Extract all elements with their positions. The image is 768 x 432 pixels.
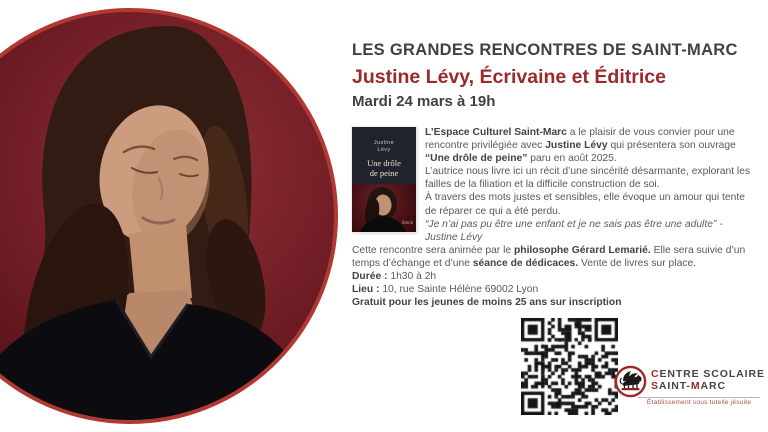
logo-line-saint-marc: SAINT-MARC: [651, 380, 726, 392]
text-host-name: philosophe Gérard Lemarié.: [513, 244, 651, 256]
location-label: Lieu :: [352, 284, 380, 296]
text-book-name: “Une drôle de peine”: [425, 153, 528, 165]
text-justine-levy: Justine Lévy: [545, 140, 608, 152]
qr-code: [521, 318, 618, 415]
logo-divider: [638, 397, 760, 398]
author-quote: “Je n’ai pas pu être une enfant et je ne sais pas être une adulte” - Justine Lévy: [425, 218, 723, 243]
book-author-line1: Justine: [373, 140, 395, 146]
duration-value: 1h30 à 2h: [387, 271, 437, 283]
event-datetime: Mardi 24 mars à 19h: [352, 93, 496, 110]
location-line: [352, 283, 752, 296]
book-cover-top: [352, 127, 416, 184]
school-logo-text: [651, 368, 765, 392]
series-title: LES GRANDES RENCONTRES DE SAINT-MARC: [352, 41, 738, 59]
paragraph-intro: L’Espace Culturel Saint-Marc a le plaisir de vous convier pour une rencontre privilégiée avec Justine Lévy qui présentera son ouvrage “Une drôle de peine” paru en août 2025.: [425, 127, 736, 165]
location-value: 10, rue Sainte Hélène 69002 Lyon: [379, 284, 539, 296]
book-title: [352, 159, 416, 178]
guest-title: Justine Lévy, Écrivaine et Éditrice: [352, 66, 666, 88]
duration-line: [352, 270, 752, 283]
book-title-line1: Une drôle: [367, 158, 401, 168]
paragraph-synopsis: L’autrice nous livre ici un récit d’une sincérité désarmante, explorant les failles de la filiation et la difficile construction de soi.: [425, 166, 751, 191]
school-logo: [614, 364, 764, 412]
duration-label: Durée :: [352, 271, 388, 283]
book-cover: [352, 127, 416, 232]
paragraph-host: Cette rencontre sera animée par le philosophe Gérard Lemarié. Elle sera suivie d’un temps d’échange et d’une séance de dédicaces. Vente de livres sur place.: [352, 244, 746, 269]
text-dedicace: séance de dédicaces.: [472, 257, 579, 269]
text-espace-culturel: L’Espace Culturel Saint-Marc: [425, 127, 567, 138]
book-author: [352, 127, 416, 153]
saint-marc-lion-icon: [614, 365, 647, 398]
portrait-illustration: [0, 12, 334, 420]
book-author-line2: Lévy: [377, 146, 391, 153]
logo-line-centre-scolaire: CENTRE SCOLAIRE: [651, 368, 765, 380]
book-title-line2: de peine: [369, 167, 399, 178]
event-description: [352, 126, 752, 309]
logo-tagline: Établissement sous tutelle jésuite: [646, 399, 752, 406]
free-admission-note: Gratuit pour les jeunes de moins 25 ans sur inscription: [352, 297, 622, 309]
paragraph-theme: À travers des mots justes et sensibles, elle évoque un amour qui tente de réparer ce qui a été perdu.: [425, 192, 745, 217]
portrait-photo: [0, 8, 338, 424]
content-column: [352, 40, 752, 309]
book-publisher: Stock: [401, 220, 413, 226]
book-cover-photo: [352, 184, 416, 232]
